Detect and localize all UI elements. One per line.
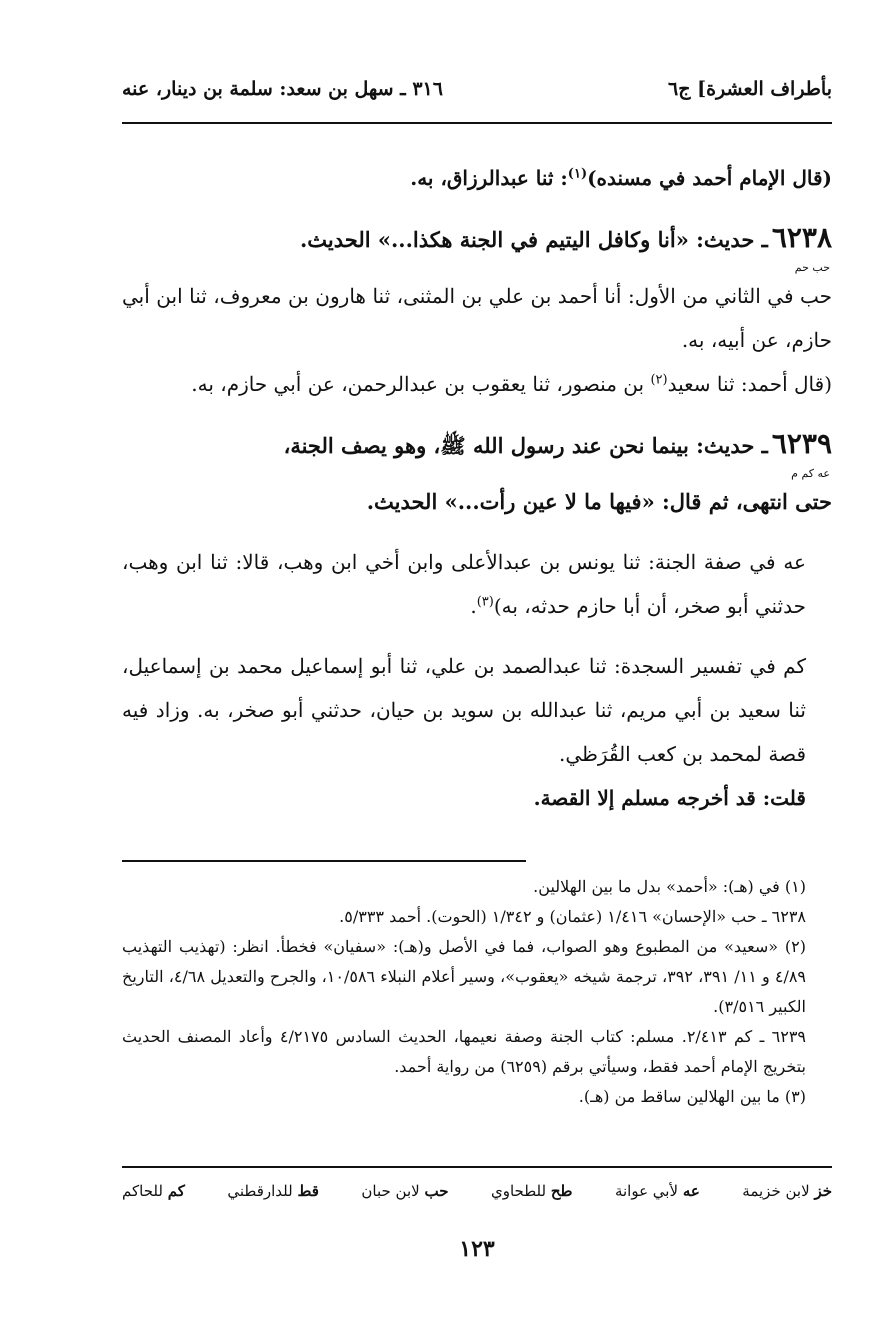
hadith-number: ٦٢٣٨ xyxy=(771,221,832,254)
page-number: ١٢٣ xyxy=(459,1236,495,1262)
footnote-2: (٢) «سعيد» من المطبوع وهو الصواب، فما في الأصل و(هـ): «سفيان» فخطأ. انظر: (تهذيب التهذيب ٤/٨٩ و ١١/ ٣٩١، ٣٩٢، ترجمة شيخه «يعقوب»، وسير أعلام النبلاء ١٠/٥٨٦، والجرح والتعديل ٤/٦٨، التاريخ الكبير ٣/٥١٦). xyxy=(122,937,807,1016)
legend-item: كم للحاكم xyxy=(122,1182,185,1200)
legend-item: حب لابن حبان xyxy=(361,1182,449,1200)
footnote-1: (١) في (هـ): «أحمد» بدل ما بين الهلالين. xyxy=(533,877,806,896)
hadith-title: ـ حديث: بينما نحن عند رسول الله ﷺ، وهو يصف الجنة، xyxy=(283,433,768,458)
paragraph-hibban: حب في الثاني من الأول: أنا أحمد بن علي بن المثنى، ثنا هارون بن معروف، ثنا ابن أبي حازم، عن أبيه، به. xyxy=(122,284,832,352)
book-page xyxy=(122,56,832,1286)
footnotes xyxy=(122,872,832,1112)
footnote-ref-1: (١) xyxy=(567,166,588,182)
header-section-title: ٣١٦ ـ سهل بن سعد: سلمة بن دينار، عنه xyxy=(122,78,443,100)
legend-item: قط للدارقطني xyxy=(227,1182,319,1200)
paragraph-ahmad-note: (قال الإمام أحمد في مسنده)$^{(١)}$: ثنا عبدالرزاق، به. xyxy=(410,166,832,190)
hadith-6238-heading xyxy=(122,216,832,262)
footnote-ref-2: (٢) xyxy=(650,372,668,388)
legend-item: عه لأبي عوانة xyxy=(614,1182,700,1200)
header-rule xyxy=(122,122,832,124)
hadith-6239-heading xyxy=(122,422,832,468)
legend-rule xyxy=(122,1166,832,1168)
footnote-hadith-6238: ٦٢٣٨ ـ حب «الإحسان» ١/٤١٦ (عثمان) و ١/٣٤٢ (الحوت). أحمد ٥/٣٣٣. xyxy=(339,907,806,926)
hadith-number: ٦٢٣٩ xyxy=(771,427,832,460)
legend-item: خز لابن خزيمة xyxy=(742,1182,832,1200)
running-header xyxy=(122,72,832,106)
hadith-sigla: عه كم م xyxy=(791,467,830,480)
hadith-sigla: حب حم xyxy=(794,261,830,274)
hadith-title-continued: حتى انتهى، ثم قال: «فيها ما لا عين رأت...» الحديث. xyxy=(366,489,832,514)
hadith-title: ـ حديث: «أنا وكافل اليتيم في الجنة هكذا...» الحديث. xyxy=(299,227,768,252)
footnote-3: (٣) ما بين الهلالين ساقط من (هـ). xyxy=(578,1087,806,1106)
paragraph-hakim: كم في تفسير السجدة: ثنا عبدالصمد بن علي، ثنا أبو إسماعيل محمد بن إسماعيل، ثنا سعيد بن أبي مريم، ثنا عبدالله بن سويد بن حيان، حدثني أبو صخر، به. وزاد فيه قصة لمحمد بن كعب القُرَظي. xyxy=(122,654,806,766)
footnote-ref-3: (٣) xyxy=(476,594,494,610)
paragraph-awana: عه في صفة الجنة: ثنا يونس بن عبدالأعلى وابن أخي ابن وهب، قالا: ثنا ابن وهب، حدثني أبو صخر، أن أبا حازم حدثه، به)$^{(٣)}$. xyxy=(122,550,806,618)
legend-item: طح للطحاوي xyxy=(490,1182,573,1200)
paragraph-comment: قلت: قد أخرجه مسلم إلا القصة. xyxy=(533,786,806,810)
header-book-title: بأطراف العشرة] ج٦ xyxy=(668,78,832,100)
footnote-rule xyxy=(122,860,526,862)
sigla-legend xyxy=(122,1182,832,1200)
footnote-hadith-6239: ٦٢٣٩ ـ كم ٢/٤١٣. مسلم: كتاب الجنة وصفة نعيمها، الحديث السادس ٤/٢١٧٥ وأعاد المصنف الحديث بتخريج الإمام أحمد فقط، وسيأتي برقم (٦٢٥٩) من رواية أحمد. xyxy=(122,1027,806,1076)
main-text xyxy=(122,156,832,820)
paragraph-ahmad-sanad: (قال أحمد: ثنا سعيد$^{(٢)}$ بن منصور، ثنا يعقوب بن عبدالرحمن، عن أبي حازم، به. xyxy=(191,372,832,396)
